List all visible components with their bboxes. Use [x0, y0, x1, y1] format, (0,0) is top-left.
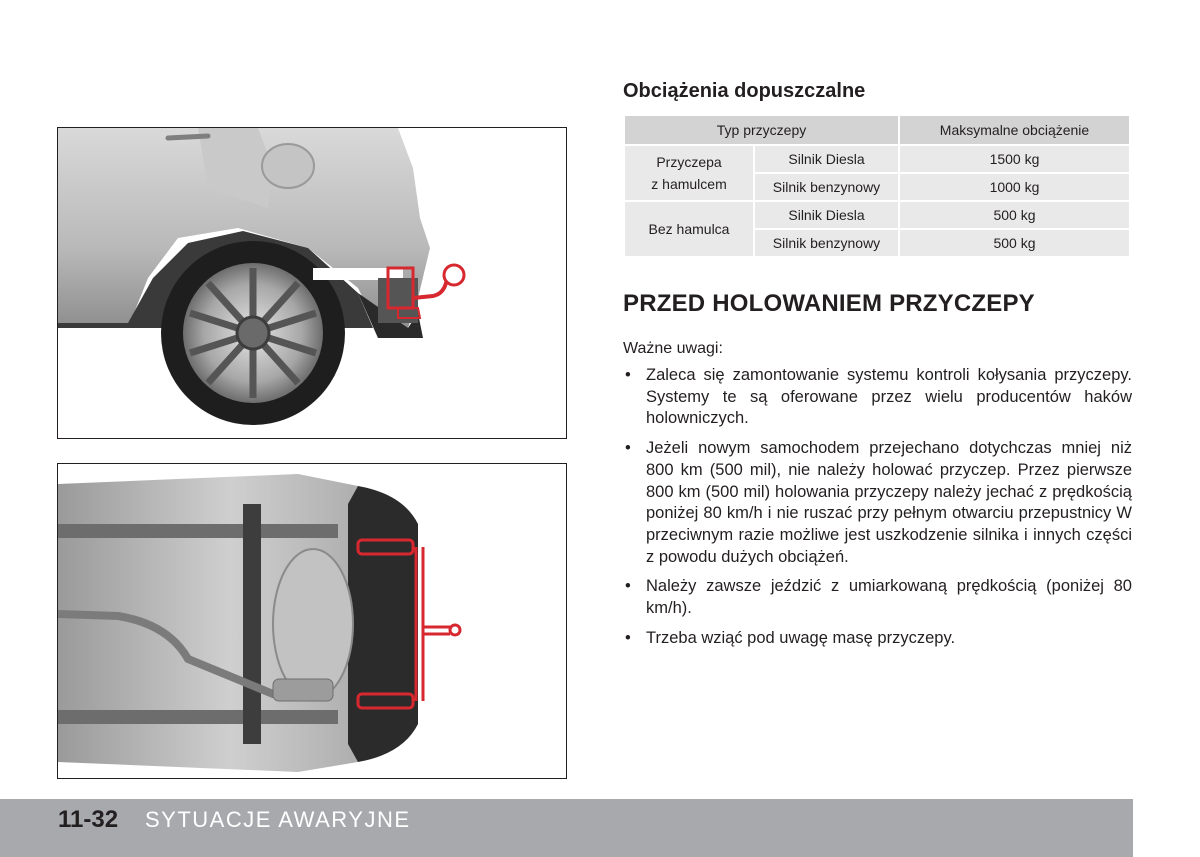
- list-item: [623, 365, 1132, 430]
- header-max-load: Maksymalne obciążenie: [899, 115, 1130, 145]
- engine-cell: Silnik benzynowy: [754, 229, 899, 257]
- group-label-line: Przyczepa: [656, 154, 722, 170]
- bullet-icon: •: [625, 439, 631, 458]
- max-load-cell: 500 kg: [899, 229, 1130, 257]
- note-text: Zaleca się zamontowanie systemu kontroli kołysania przyczepy. Systemy te są oferowane przez wielu producentów haków holowniczych.: [646, 366, 1132, 428]
- group-label-braked: [624, 145, 754, 201]
- group-label-line: Bez hamulca: [648, 221, 730, 237]
- section-heading: PRZED HOLOWANIEM PRZYCZEPY: [623, 290, 1035, 317]
- header-trailer-type: Typ przyczepy: [624, 115, 899, 145]
- bullet-icon: •: [625, 366, 631, 384]
- figure-rear-tow-hook: [57, 127, 567, 439]
- table-row: [624, 145, 1130, 173]
- page-number: 11-32: [58, 806, 119, 833]
- engine-cell: Silnik benzynowy: [754, 173, 899, 201]
- engine-cell: Silnik Diesla: [754, 201, 899, 229]
- note-text: Należy zawsze jeździć z umiarkowaną prędkością (poniżej 80 km/h).: [646, 577, 1132, 618]
- list-item: [623, 628, 1132, 650]
- list-item: [623, 576, 1132, 619]
- bullet-icon: •: [625, 577, 631, 596]
- permissible-loads-table: [623, 114, 1131, 258]
- max-load-cell: 1500 kg: [899, 145, 1130, 173]
- permissible-loads-title: Obciążenia dopuszczalne: [623, 80, 866, 102]
- table-header-row: [624, 115, 1130, 145]
- underbody-illustration: [58, 464, 566, 778]
- footer-section-name: SYTUACJE AWARYJNE: [145, 807, 411, 832]
- engine-cell: Silnik Diesla: [754, 145, 899, 173]
- figure-underbody-tow-bar: [57, 463, 567, 779]
- bullet-icon: •: [625, 628, 631, 647]
- notes-intro: Ważne uwagi:: [623, 340, 723, 357]
- car-rear-illustration: [58, 128, 566, 438]
- note-text: Trzeba wziąć pod uwagę masę przyczepy.: [646, 628, 956, 647]
- max-load-cell: 500 kg: [899, 201, 1130, 229]
- group-label-line: z hamulcem: [651, 176, 727, 192]
- notes-list: [623, 365, 1132, 657]
- max-load-cell: 1000 kg: [899, 173, 1130, 201]
- group-label-unbraked: [624, 201, 754, 257]
- list-item: [623, 438, 1132, 568]
- table-row: [624, 201, 1130, 229]
- note-text: Jeżeli nowym samochodem przejechano dotychczas mniej niż 800 km (500 mil), nie należy holować przyczep. Przez pierwsze 800 km (500 mil) holowania przyczepy należy jechać z prędkością poniżej 80 km/h i nie ruszać przy pełnym otwarciu przepustnicy W przeciwnym razie możliwe jest uszkodzenie silnika i innych części z powodu dużych obciążeń.: [646, 439, 1132, 566]
